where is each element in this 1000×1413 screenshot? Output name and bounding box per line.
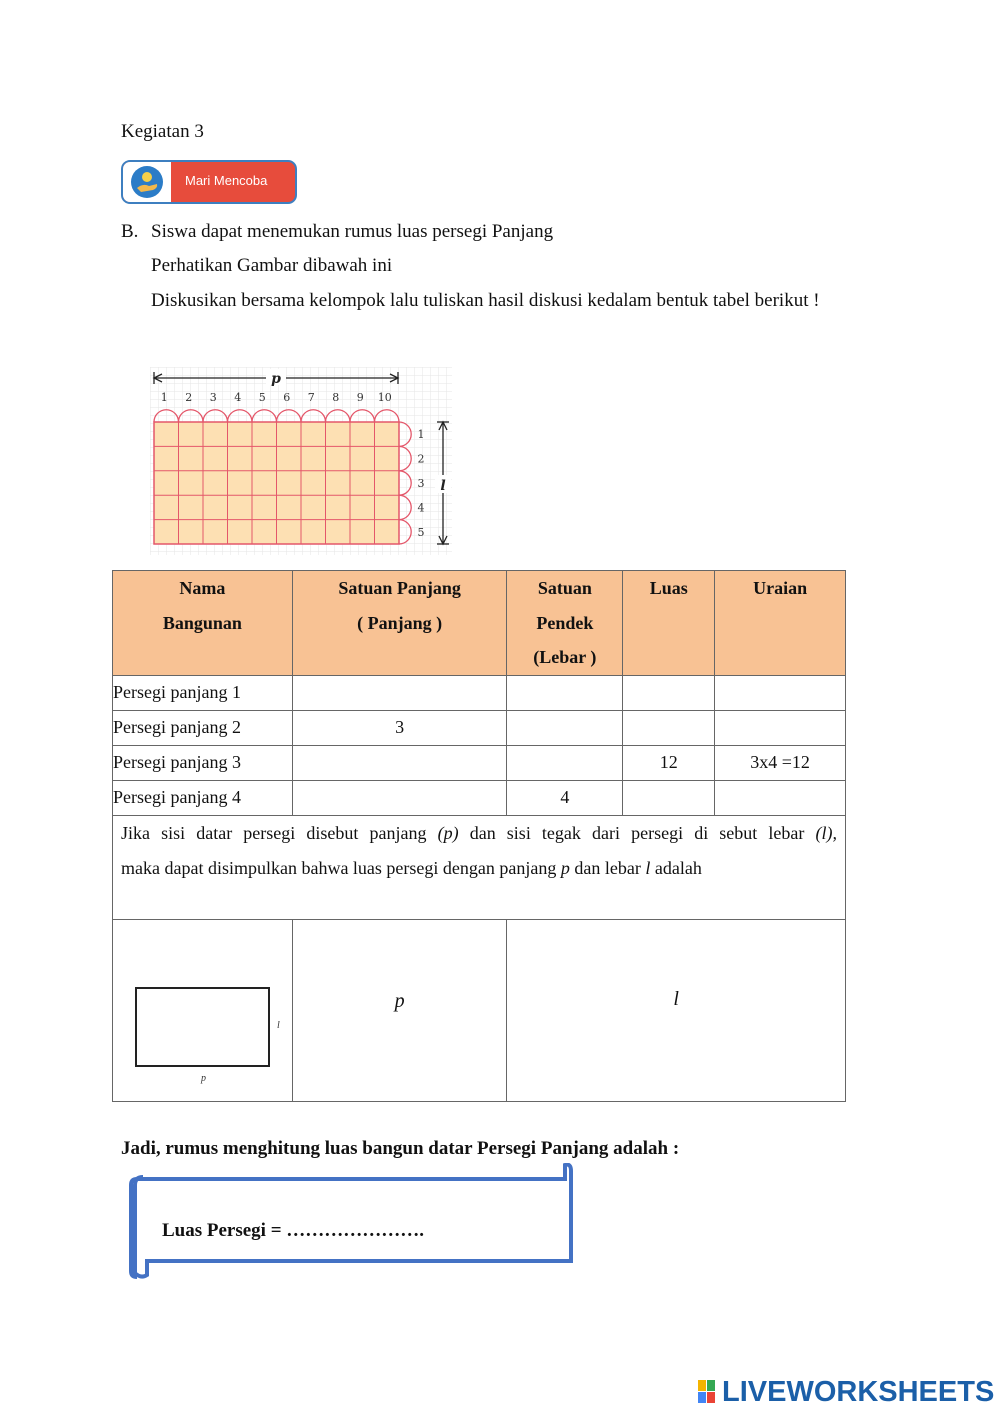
cell-uraian[interactable] xyxy=(715,780,846,815)
column-number: 10 xyxy=(377,391,392,404)
p-cell[interactable]: p xyxy=(292,919,507,1101)
conclusion-row xyxy=(113,815,846,919)
cell-lebar[interactable] xyxy=(507,710,623,745)
rectangle-l-label: l xyxy=(277,1019,280,1031)
column-number: 8 xyxy=(332,391,340,404)
header-panjang-line2: ( Panjang ) xyxy=(357,612,443,633)
column-number: 2 xyxy=(185,391,193,404)
cell-panjang[interactable] xyxy=(292,745,507,780)
column-number: 6 xyxy=(283,391,291,404)
column-number: 4 xyxy=(234,391,242,404)
conclusion-part4: dan lebar xyxy=(569,857,646,878)
section-letter: B. xyxy=(121,221,139,242)
column-number: 7 xyxy=(307,391,315,404)
cell-luas: 12 xyxy=(623,745,715,780)
header-luas-label: Luas xyxy=(649,578,688,598)
conclusion-part5: adalah xyxy=(650,857,702,878)
header-nama-line2: Bangunan xyxy=(162,612,242,633)
conclusion-part1: Jika sisi datar persegi disebut panjang xyxy=(121,822,438,843)
row-number: 5 xyxy=(417,525,425,539)
cell-luas[interactable] xyxy=(623,675,715,710)
cell-luas[interactable] xyxy=(623,780,715,815)
cell-nama: Persegi panjang 2 xyxy=(113,710,293,745)
column-number: 1 xyxy=(160,391,168,404)
row-number: 2 xyxy=(417,452,425,466)
rectangle-diagram-cell xyxy=(113,919,293,1101)
activity-title: Kegiatan 3 xyxy=(121,121,204,142)
row-number: 4 xyxy=(417,501,425,515)
conclusion-p-term: (p) xyxy=(437,822,459,843)
cell-uraian[interactable] xyxy=(715,710,846,745)
table-row xyxy=(113,710,846,745)
cell-lebar: 4 xyxy=(507,780,623,815)
conclusion-cell xyxy=(113,815,846,919)
watermark: LIVEWORKSHEETS xyxy=(722,1376,995,1408)
row-number: 1 xyxy=(417,428,425,442)
instruction-line-1: Perhatikan Gambar dibawah ini xyxy=(151,255,393,276)
section-heading: Siswa dapat menemukan rumus luas persegi Panjang xyxy=(151,221,554,242)
header-satuan-panjang xyxy=(292,571,507,676)
header-uraian-label: Uraian xyxy=(753,578,808,598)
cell-uraian[interactable] xyxy=(715,675,846,710)
conclusion-line-1 xyxy=(121,816,837,851)
conclusion-part3: maka dapat disimpulkan bahwa luas persegi dengan panjang xyxy=(121,857,561,878)
data-table xyxy=(112,570,846,1102)
diagram-row xyxy=(113,919,846,1101)
cell-lebar[interactable] xyxy=(507,675,623,710)
column-number: 5 xyxy=(258,391,266,404)
p-arrow-label: p xyxy=(271,371,281,387)
l-cell[interactable]: l xyxy=(507,919,846,1101)
cell-panjang[interactable] xyxy=(292,780,507,815)
cell-luas[interactable] xyxy=(623,710,715,745)
cell-nama: Persegi panjang 3 xyxy=(113,745,293,780)
instruction-line-2: Diskusikan bersama kelompok lalu tuliskan hasil diskusi kedalam bentuk tabel berikut ! xyxy=(151,290,820,311)
header-panjang-line1: Satuan Panjang xyxy=(338,578,461,598)
cell-nama: Persegi panjang 4 xyxy=(113,780,293,815)
header-nama-bangunan xyxy=(113,571,293,676)
summary-text: Jadi, rumus menghitung luas bangun datar Persegi Panjang adalah : xyxy=(121,1138,680,1159)
conclusion-text xyxy=(121,816,837,886)
header-pendek-line3: (Lebar ) xyxy=(533,647,597,667)
conclusion-l-term: (l), xyxy=(815,822,837,843)
cell-lebar[interactable] xyxy=(507,745,623,780)
table-row xyxy=(113,745,846,780)
cell-panjang[interactable] xyxy=(292,675,507,710)
rectangle-p-label: p xyxy=(201,1072,206,1084)
formula-text[interactable]: Luas Persegi = …………………. xyxy=(162,1220,425,1241)
header-luas xyxy=(623,571,715,676)
table-row xyxy=(113,675,846,710)
column-number: 9 xyxy=(356,391,364,404)
conclusion-line-2 xyxy=(121,858,702,878)
cell-nama: Persegi panjang 1 xyxy=(113,675,293,710)
l-arrow-label: l xyxy=(440,478,446,494)
hand-with-ball-icon xyxy=(131,166,163,198)
conclusion-p-var: p xyxy=(560,857,570,878)
table-row xyxy=(113,780,846,815)
cell-uraian: 3x4 =12 xyxy=(715,745,846,780)
grid-figure xyxy=(150,367,452,555)
header-pendek-line1: Satuan xyxy=(537,578,592,598)
badge-label: Mari Mencoba xyxy=(185,173,268,188)
header-pendek-line2: Pendek xyxy=(536,612,594,633)
header-satuan-pendek xyxy=(507,571,623,676)
row-number: 3 xyxy=(417,477,425,490)
rectangle-diagram xyxy=(135,987,270,1067)
header-nama-line1: Nama xyxy=(179,578,226,598)
cell-panjang: 3 xyxy=(292,710,507,745)
conclusion-l-var: l xyxy=(645,857,651,878)
mari-mencoba-badge xyxy=(121,160,297,204)
conclusion-part2: dan sisi tegak dari persegi di sebut lebar xyxy=(458,822,816,843)
column-number: 3 xyxy=(209,391,217,404)
header-uraian xyxy=(715,571,846,676)
